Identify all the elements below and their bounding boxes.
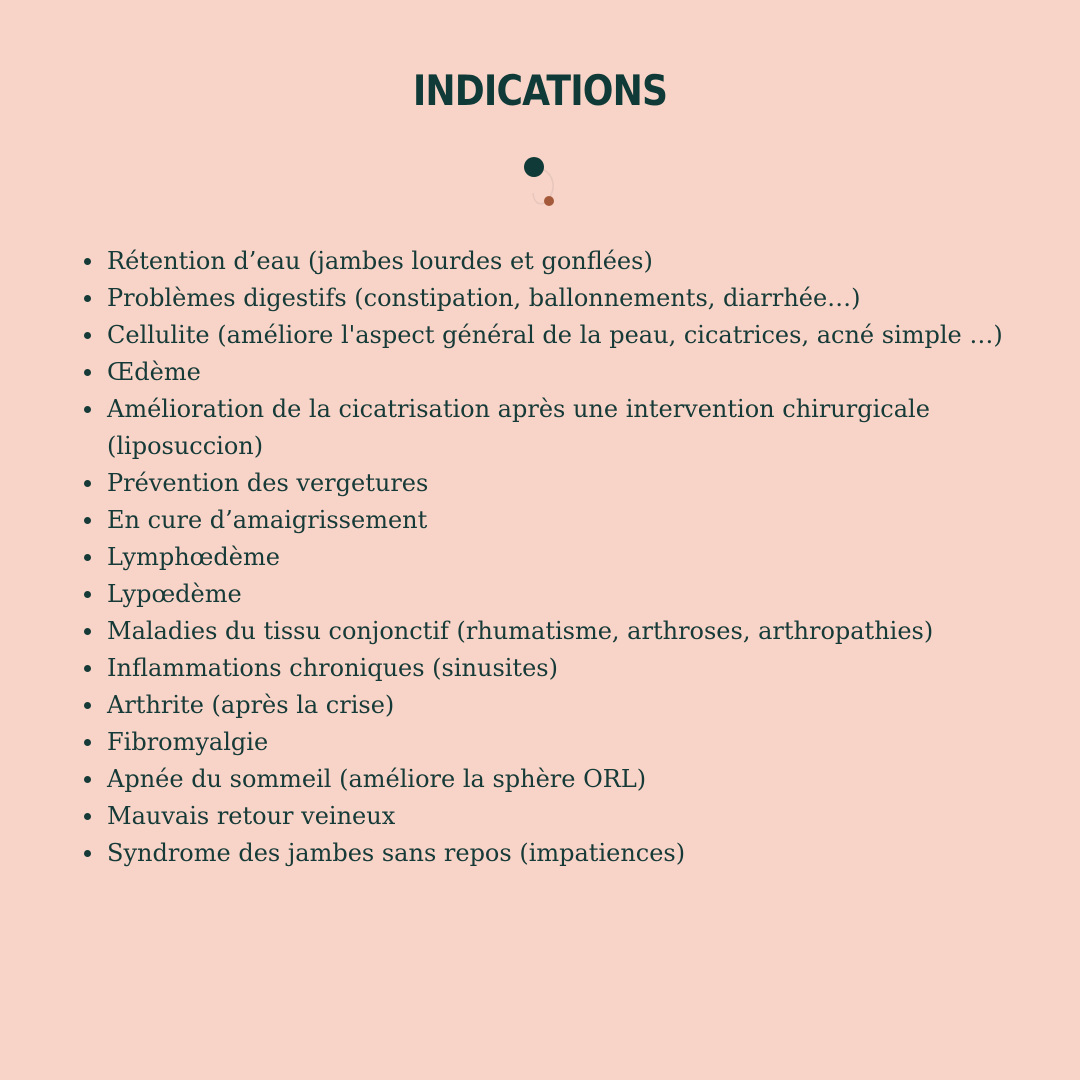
list-item xyxy=(80,724,1040,761)
list-item xyxy=(80,761,1040,798)
bullet-icon xyxy=(84,332,91,339)
list-item-label: Syndrome des jambes sans repos (impatiences) xyxy=(107,839,686,867)
bullet-icon xyxy=(84,258,91,265)
list-item xyxy=(80,280,1040,317)
bullet-icon xyxy=(84,406,91,413)
decorative-dots-icon xyxy=(518,152,562,214)
list-item xyxy=(80,613,1040,650)
list-item xyxy=(80,576,1040,613)
bullet-icon xyxy=(84,554,91,561)
list-item-label: Amélioration de la cicatrisation après une intervention chirurgicale (liposuccion) xyxy=(107,395,930,460)
bullet-icon xyxy=(84,480,91,487)
list-item-label: Mauvais retour veineux xyxy=(107,802,396,830)
list-item-label: Apnée du sommeil (améliore la sphère ORL) xyxy=(107,765,647,793)
list-item-label: Maladies du tissu conjonctif (rhumatisme, arthroses, arthropathies) xyxy=(107,617,934,645)
bullet-icon xyxy=(84,665,91,672)
list-item xyxy=(80,502,1040,539)
bullet-icon xyxy=(84,628,91,635)
list-item xyxy=(80,465,1040,502)
bullet-icon xyxy=(84,591,91,598)
list-item xyxy=(80,650,1040,687)
list-item-label: Rétention d’eau (jambes lourdes et gonflées) xyxy=(107,247,653,275)
bullet-icon xyxy=(84,295,91,302)
list-item xyxy=(80,687,1040,724)
list-item-label: Prévention des vergetures xyxy=(107,469,429,497)
bullet-icon xyxy=(84,776,91,783)
bullet-icon xyxy=(84,517,91,524)
list-item xyxy=(80,243,1040,280)
page-title: INDICATIONS xyxy=(412,66,668,115)
list-item xyxy=(80,391,1040,465)
list-item-label: Lypœdème xyxy=(107,580,242,608)
list-item-label: Œdème xyxy=(107,358,201,386)
list-item-label: Lymphœdème xyxy=(107,543,280,571)
list-item xyxy=(80,354,1040,391)
bullet-icon xyxy=(84,702,91,709)
bullet-icon xyxy=(84,850,91,857)
indications-list xyxy=(80,243,1040,872)
list-item xyxy=(80,317,1040,354)
list-item-label: Problèmes digestifs (constipation, ballonnements, diarrhée…) xyxy=(107,284,861,312)
list-item-label: Inflammations chroniques (sinusites) xyxy=(107,654,558,682)
list-item xyxy=(80,798,1040,835)
list-item xyxy=(80,539,1040,576)
list-item xyxy=(80,835,1040,872)
bullet-icon xyxy=(84,739,91,746)
bullet-icon xyxy=(84,813,91,820)
bullet-icon xyxy=(84,369,91,376)
list-item-label: Arthrite (après la crise) xyxy=(107,691,395,719)
list-item-label: Cellulite (améliore l'aspect général de la peau, cicatrices, acné simple …) xyxy=(107,321,1003,349)
list-item-label: En cure d’amaigrissement xyxy=(107,506,428,534)
list-item-label: Fibromyalgie xyxy=(107,728,269,756)
